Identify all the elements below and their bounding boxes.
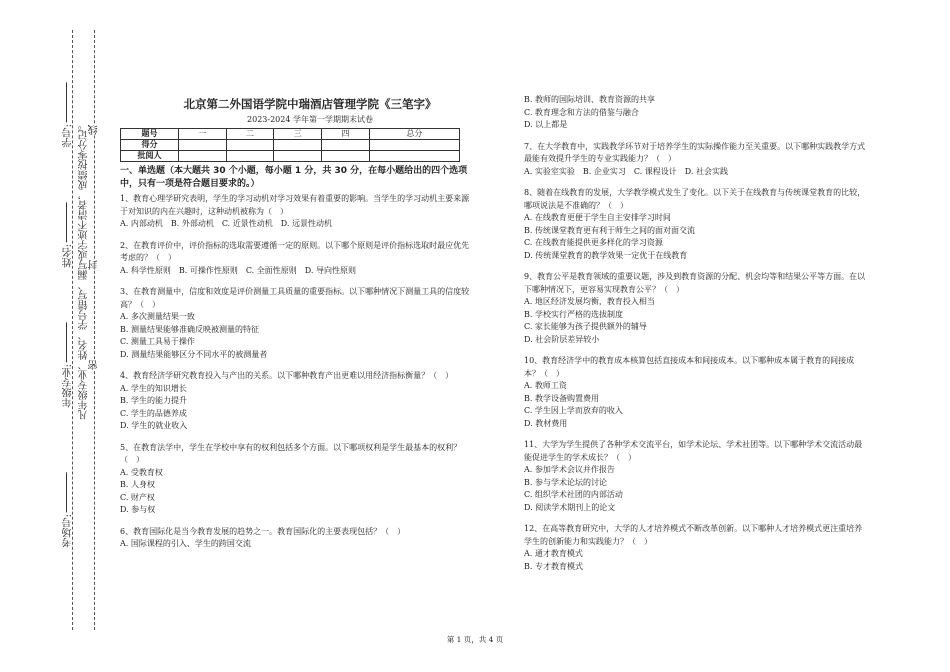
option[interactable]: C. 财产权: [120, 492, 155, 502]
name-blank[interactable]: [66, 202, 67, 242]
score-cell[interactable]: [226, 140, 274, 151]
cut-mark-xian: 线: [89, 125, 100, 135]
score-header-cell: 题号: [121, 129, 179, 140]
grader-cell[interactable]: [322, 151, 370, 162]
option[interactable]: A. 国际课程的引入、学生的跨国交流: [120, 539, 251, 548]
question-stem: 5、在教育法学中，学生在学校中享有的权利包括多个方面。以下哪项权利是学生最基本的权利？（ ）: [120, 442, 462, 464]
option[interactable]: A. 通才教育模式: [524, 549, 583, 558]
question: [120, 370, 475, 433]
score-row: [121, 140, 460, 151]
score-cell[interactable]: [322, 140, 370, 151]
question-stem: 11、大学为学生提供了各种学术交流平台，如学术论坛、学术社团等。以下哪种学术交流活动最能促进学生的学术成长？（ ）: [524, 440, 863, 462]
binding-instruction: 凡年级专业、姓名、学号错写、漏写或字迹不清者，成绩按零分记。: [79, 120, 90, 420]
binding-strip: [0, 0, 105, 672]
option[interactable]: A. 多次测量结果一致: [120, 312, 195, 321]
option[interactable]: C. 学生的品德养成: [120, 408, 187, 418]
option[interactable]: C. 教育理念和方法的借鉴与融合: [524, 107, 639, 117]
score-header-cell: 总分: [369, 129, 459, 140]
option[interactable]: D. 阅读学术期刊上的论文: [524, 502, 616, 512]
option[interactable]: B. 学生的能力提升: [120, 396, 187, 405]
option[interactable]: C. 近景性动机: [221, 219, 273, 228]
question-stem: 10、教育经济学中的教育成本核算包括直接成本和间接成本。以下哪种成本属于教育的间接成本？（ ）: [524, 356, 855, 378]
question-stem: 9、教育公平是教育领域的重要议题，涉及到教育资源的分配、机会均等和结果公平等方面。在以下哪种情况下，更容易实现教育公平？（ ）: [524, 272, 866, 294]
option[interactable]: C. 课程设计: [633, 166, 677, 176]
right-column: [524, 94, 869, 573]
question-stem: 7、在大学教育中，实践教学环节对于培养学生的实际操作能力至关重要。以下哪种实践教学方式最能有效提升学生的专业实践能力？（ ）: [524, 141, 866, 163]
option[interactable]: B. 人身权: [120, 480, 155, 489]
option[interactable]: B. 专才教育模式: [524, 561, 583, 571]
question-stem: 12、在高等教育研究中，大学的人才培养模式不断改革创新。以下哪种人才培养模式更注重培养学生的创新能力和实践能力？（ ）: [524, 524, 863, 546]
option[interactable]: D. 测量结果能够区分不同水平的被测量者: [120, 349, 268, 359]
option[interactable]: A. 受教育权: [120, 467, 163, 477]
question: [524, 187, 869, 262]
cut-mark-feng: 封: [89, 260, 100, 270]
option[interactable]: B. 企业实习: [582, 166, 626, 176]
question: [120, 240, 475, 278]
option[interactable]: D. 参与权: [120, 505, 156, 514]
question: [120, 526, 475, 551]
question: [524, 439, 869, 514]
score-header-cell: 一: [179, 129, 227, 140]
option-row: [524, 166, 869, 179]
option[interactable]: B. 参与学术论坛的讨论: [524, 477, 607, 487]
score-header-cell: 三: [274, 129, 322, 140]
option[interactable]: D. 社会阶层差异较小: [524, 334, 600, 344]
question-stem: 3、在教育测量中，信度和效度是评价测量工具质量的重要指标。以下哪种情况下测量工具的信度较高？（ ）: [120, 287, 470, 309]
grader-cell[interactable]: [274, 151, 322, 162]
question: [524, 523, 869, 573]
option[interactable]: A. 内部动机: [120, 219, 163, 228]
option[interactable]: C. 测量工具易于操作: [120, 337, 195, 346]
question: [120, 286, 475, 361]
score-row-label: 得分: [121, 140, 179, 151]
option[interactable]: C. 家长能够为孩子提供额外的辅导: [524, 322, 647, 331]
page-footer: 第 1 页，共 4 页: [446, 635, 504, 644]
seat-label: 考场号:: [64, 470, 74, 547]
question-continued: [524, 94, 869, 132]
option[interactable]: A. 教师工资: [524, 381, 567, 390]
cut-mark-mi: 密: [89, 360, 100, 370]
option[interactable]: B. 教师的国际培训、教育资源的共享: [524, 95, 655, 104]
grader-row-label: 批阅人: [121, 151, 179, 162]
exam-title: 北京第二外国语学院中瑞酒店管理学院《三笔字》: [183, 97, 437, 111]
option[interactable]: D. 社会实践: [684, 166, 728, 176]
score-table: [120, 128, 460, 162]
grader-cell[interactable]: [179, 151, 227, 162]
score-cell[interactable]: [274, 140, 322, 151]
score-cell[interactable]: [179, 140, 227, 151]
grader-cell[interactable]: [369, 151, 459, 162]
option[interactable]: D. 导向性原则: [304, 265, 356, 275]
option[interactable]: D. 传统课堂教育的教学效果一定优于在线教育: [524, 250, 688, 260]
question: [120, 193, 475, 231]
question: [524, 141, 869, 179]
question-stem: 1、教育心理学研究表明，学生的学习动机对学习效果有着重要的影响。当学生的学习动机主要来源于对知识的内在兴趣时，这种动机被称为（ ）: [120, 194, 470, 216]
option[interactable]: D. 学生的就业收入: [120, 421, 188, 430]
cut-line-outer: [94, 30, 95, 630]
option[interactable]: B. 传统课堂教育更有利于师生之间的面对面交流: [524, 225, 695, 235]
score-header-cell: 二: [226, 129, 274, 140]
option[interactable]: B. 外部动机: [170, 219, 214, 228]
score-table-header-row: [121, 129, 460, 140]
grade-major-blank[interactable]: [66, 322, 67, 362]
option[interactable]: B. 可操作性原则: [178, 265, 238, 275]
question-stem: 4、教育经济学研究教育投入与产出的关系。以下哪种教育产出更难以用经济指标衡量？（ ）: [120, 371, 454, 380]
question-stem: 2、在教育评价中，评价指标的选取需要遵循一定的原则。以下哪个原则是评价指标选取时最应优先考虑的？（ ）: [120, 240, 470, 262]
seat-blank[interactable]: [66, 472, 67, 512]
score-header-cell: 四: [322, 129, 370, 140]
student-id-blank[interactable]: [66, 82, 67, 122]
option[interactable]: B. 测量结果能够准确反映被测量的特征: [120, 324, 259, 334]
option[interactable]: A. 科学性原则: [120, 265, 171, 275]
option[interactable]: A. 参加学术会议并作报告: [524, 465, 615, 474]
option[interactable]: A. 在线教育更便于学生自主安排学习时间: [524, 213, 671, 222]
student-id-label: 学号:: [64, 80, 74, 147]
option[interactable]: D. 远景性动机: [280, 219, 332, 228]
option[interactable]: D. 教材费用: [524, 418, 568, 428]
name-label: 姓名:: [64, 200, 74, 267]
grade-major-label: 年级专业:: [64, 320, 74, 407]
grader-cell[interactable]: [226, 151, 274, 162]
section-heading: 一、单选题（本大题共 30 个小题，每小题 1 分，共 30 分，在每小题给出的四个选项中，只有一项是符合题目要求的。）: [120, 166, 468, 189]
option[interactable]: C. 全面性原则: [245, 265, 297, 275]
option[interactable]: C. 在线教育能提供更多样化的学习资源: [524, 238, 663, 247]
option[interactable]: C. 学生因上学而放弃的收入: [524, 406, 623, 415]
option[interactable]: B. 教学设备购置费用: [524, 393, 599, 403]
question: [524, 355, 869, 430]
score-cell[interactable]: [369, 140, 459, 151]
option[interactable]: A. 学生的知识增长: [120, 383, 187, 393]
exam-subtitle: 2023-2024 学年第一学期期末试卷: [247, 115, 373, 124]
option[interactable]: A. 地区经济发展均衡，教育投入相当: [524, 297, 655, 306]
grader-row: [121, 151, 460, 162]
question: [524, 271, 869, 346]
option[interactable]: A. 实验室实验: [524, 166, 575, 176]
option[interactable]: D. 以上都是: [524, 120, 568, 129]
question-stem: 8、随着在线教育的发展，大学教学模式发生了变化。以下关于在线教育与传统课堂教育的比较，哪项说法是不准确的？（ ）: [524, 188, 866, 210]
question: [120, 442, 475, 517]
option[interactable]: C. 组织学术社团的内部活动: [524, 490, 623, 499]
question-stem: 6、教育国际化是当今教育发展的趋势之一。教育国际化的主要表现包括？（ ）: [120, 526, 406, 536]
option[interactable]: B. 学校实行严格的选拔制度: [524, 309, 623, 319]
option-row: [120, 265, 475, 278]
option-row: [120, 218, 475, 231]
left-column: [120, 94, 475, 551]
